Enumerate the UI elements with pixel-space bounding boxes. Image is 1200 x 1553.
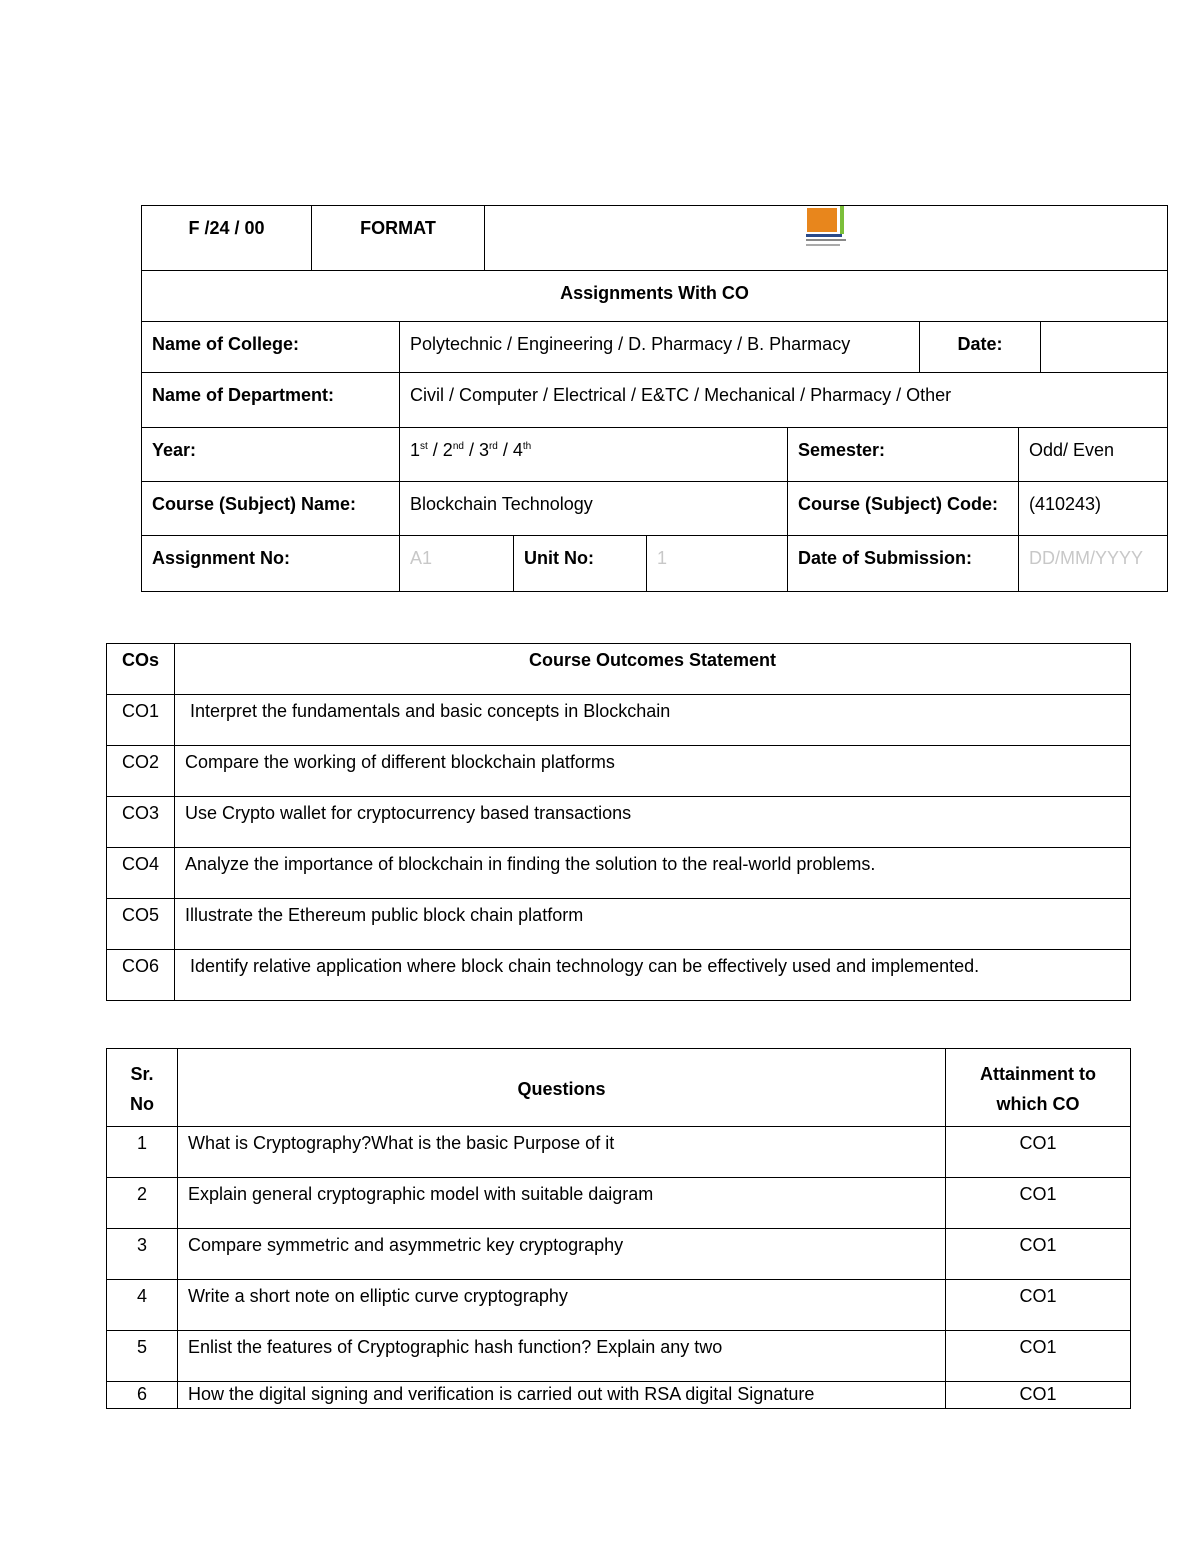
table-row xyxy=(107,695,1131,746)
attainment-co: CO1 xyxy=(946,1127,1131,1178)
college-value: Polytechnic / Engineering / D. Pharmacy / B. Pharmacy xyxy=(400,322,920,373)
question-text: Enlist the features of Cryptographic hash function? Explain any two xyxy=(178,1331,946,1382)
course-name-label: Course (Subject) Name: xyxy=(142,482,400,536)
questions-table xyxy=(106,1048,1131,1409)
attainment-co: CO1 xyxy=(946,1280,1131,1331)
attainment-co: CO1 xyxy=(946,1331,1131,1382)
question-text: Compare symmetric and asymmetric key cryptography xyxy=(178,1229,946,1280)
logo-cell xyxy=(485,206,1168,271)
question-text: Write a short note on elliptic curve cryptography xyxy=(178,1280,946,1331)
attainment-co: CO1 xyxy=(946,1229,1131,1280)
year-label: Year: xyxy=(142,428,400,482)
sr-no: 3 xyxy=(107,1229,178,1280)
assignment-header-table xyxy=(141,205,1168,592)
co-id: CO1 xyxy=(107,695,175,746)
semester-label: Semester: xyxy=(788,428,1019,482)
co-id: CO2 xyxy=(107,746,175,797)
sr-no: 4 xyxy=(107,1280,178,1331)
table-row xyxy=(107,1331,1131,1382)
co-id: CO3 xyxy=(107,797,175,848)
co-statement: Identify relative application where block chain technology can be effectively used and implemented. xyxy=(175,950,1131,1001)
table-row xyxy=(107,797,1131,848)
table-row xyxy=(107,1178,1131,1229)
college-label: Name of College: xyxy=(142,322,400,373)
sr-no: 5 xyxy=(107,1331,178,1382)
question-text: How the digital signing and verification is carried out with RSA digital Signature xyxy=(178,1382,946,1409)
course-code-value: (410243) xyxy=(1019,482,1168,536)
date-label: Date: xyxy=(920,322,1041,373)
sr-no: 1 xyxy=(107,1127,178,1178)
questions-header: Questions xyxy=(178,1049,946,1127)
co-id: CO4 xyxy=(107,848,175,899)
table-row xyxy=(107,1127,1131,1178)
year-value: 1st / 2nd / 3rd / 4th xyxy=(400,428,788,482)
sr-no-header: Sr. No xyxy=(107,1049,178,1127)
sr-no: 6 xyxy=(107,1382,178,1409)
attainment-co: CO1 xyxy=(946,1178,1131,1229)
co-id: CO6 xyxy=(107,950,175,1001)
attainment-header: Attainment to which CO xyxy=(946,1049,1131,1127)
co-statement: Use Crypto wallet for cryptocurrency based transactions xyxy=(175,797,1131,848)
date-value[interactable] xyxy=(1041,322,1168,373)
table-row xyxy=(107,899,1131,950)
co-statement: Compare the working of different blockchain platforms xyxy=(175,746,1131,797)
co-statement: Analyze the importance of blockchain in finding the solution to the real-world problems. xyxy=(175,848,1131,899)
table-row xyxy=(107,848,1131,899)
attainment-co: CO1 xyxy=(946,1382,1131,1409)
co-id: CO5 xyxy=(107,899,175,950)
department-value: Civil / Computer / Electrical / E&TC / Mechanical / Pharmacy / Other xyxy=(400,373,1168,428)
page-title: Assignments With CO xyxy=(142,271,1168,322)
assignment-no-value[interactable]: A1 xyxy=(400,536,514,592)
unit-no-label: Unit No: xyxy=(514,536,647,592)
table-row xyxy=(107,1280,1131,1331)
question-text: What is Cryptography?What is the basic Purpose of it xyxy=(178,1127,946,1178)
sr-no: 2 xyxy=(107,1178,178,1229)
co-header: COs xyxy=(107,644,175,695)
unit-no-value[interactable]: 1 xyxy=(647,536,788,592)
table-row xyxy=(107,950,1131,1001)
semester-value: Odd/ Even xyxy=(1019,428,1168,482)
course-name-value: Blockchain Technology xyxy=(400,482,788,536)
co-statement: Illustrate the Ethereum public block chain platform xyxy=(175,899,1131,950)
question-text: Explain general cryptographic model with suitable daigram xyxy=(178,1178,946,1229)
co-statement: Interpret the fundamentals and basic concepts in Blockchain xyxy=(175,695,1131,746)
assignment-no-label: Assignment No: xyxy=(142,536,400,592)
table-row xyxy=(107,746,1131,797)
format-label: FORMAT xyxy=(312,206,485,271)
course-outcomes-table xyxy=(106,643,1131,1001)
college-logo-icon xyxy=(805,206,847,248)
submission-date-value[interactable]: DD/MM/YYYY xyxy=(1019,536,1168,592)
submission-date-label: Date of Submission: xyxy=(788,536,1019,592)
statement-header: Course Outcomes Statement xyxy=(175,644,1131,695)
table-row xyxy=(107,1229,1131,1280)
department-label: Name of Department: xyxy=(142,373,400,428)
course-code-label: Course (Subject) Code: xyxy=(788,482,1019,536)
form-code: F /24 / 00 xyxy=(142,206,312,271)
table-row xyxy=(107,1382,1131,1409)
